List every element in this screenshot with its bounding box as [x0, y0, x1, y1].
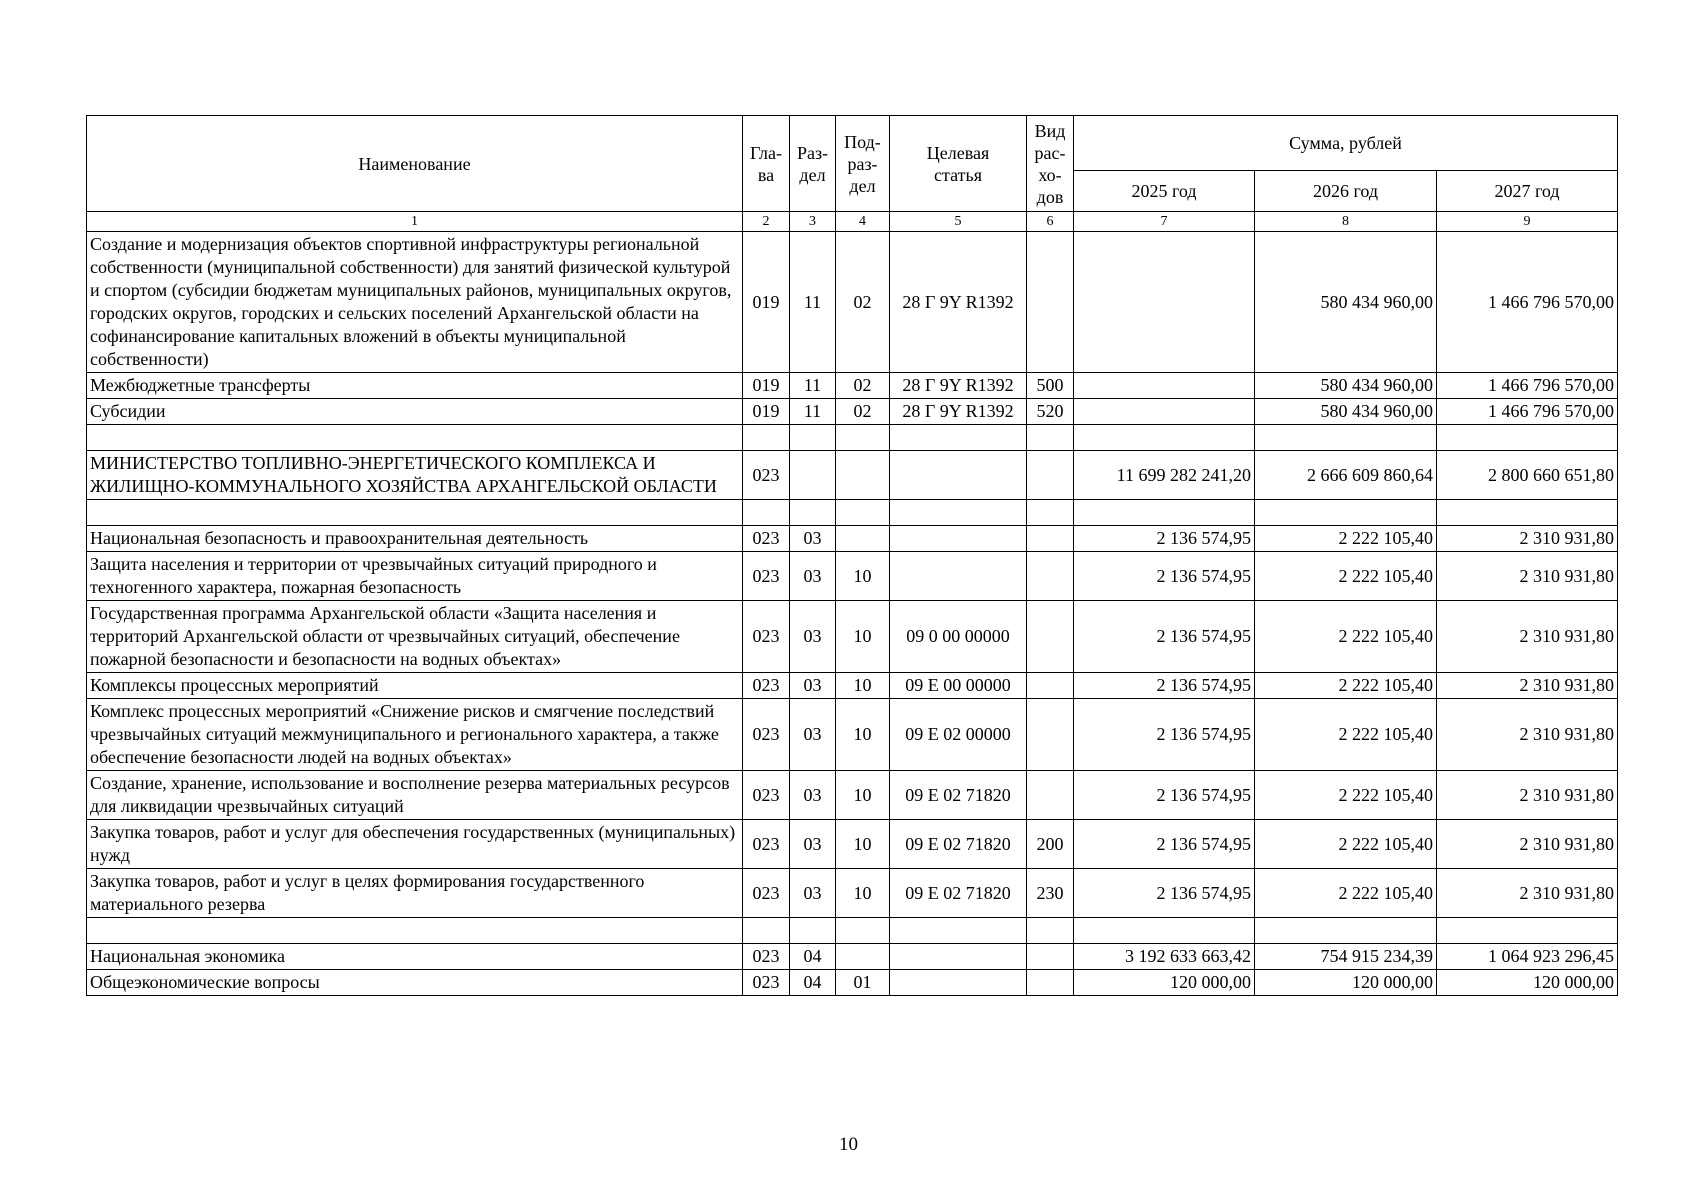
row-sum-2027-cell: 2 310 931,80 — [1437, 771, 1618, 820]
table-body — [87, 232, 1618, 996]
spacer-cell — [87, 425, 743, 451]
row-name-cell: Закупка товаров, работ и услуг в целях формирования государственного материального резерва — [87, 869, 743, 918]
row-name-cell: Комплексы процессных мероприятий — [87, 673, 743, 699]
row-podrazdel-cell: 10 — [836, 601, 890, 673]
row-name-cell: Создание, хранение, использование и восполнение резерва материальных ресурсов для ликвидации чрезвычайных ситуаций — [87, 771, 743, 820]
row-glava-cell: 023 — [743, 552, 790, 601]
row-name-cell: Создание и модернизация объектов спортивной инфраструктуры региональной собственности (муниципальной собственности) для занятий физической культурой и спортом (субсидии бюджетам муниципальных районов, муниципальных округов, городских округов, городских и сельских поселений Архангельской области на софинансирование капитальных вложений в объекты муниципальной собственности) — [87, 232, 743, 373]
page-number: 10 — [839, 1134, 858, 1155]
row-podrazdel-cell: 10 — [836, 699, 890, 771]
row-sum-2026-cell: 2 222 105,40 — [1255, 699, 1437, 771]
table-row — [87, 699, 1618, 771]
row-target-cell: 09 Е 02 00000 — [890, 699, 1027, 771]
row-sum-2025-cell: 2 136 574,95 — [1074, 771, 1255, 820]
row-sum-2027-cell: 2 310 931,80 — [1437, 869, 1618, 918]
spacer-cell — [1255, 425, 1437, 451]
spacer-cell — [1437, 500, 1618, 526]
row-sum-2026-cell: 2 222 105,40 — [1255, 601, 1437, 673]
table-row — [87, 451, 1618, 500]
row-sum-2026-cell: 580 434 960,00 — [1255, 399, 1437, 425]
row-glava-cell: 023 — [743, 673, 790, 699]
spacer-cell — [1437, 918, 1618, 944]
column-number: 4 — [836, 212, 890, 232]
row-razdel-cell: 11 — [790, 399, 836, 425]
row-target-cell: 09 Е 02 71820 — [890, 820, 1027, 869]
row-sum-2027-cell: 2 310 931,80 — [1437, 552, 1618, 601]
row-razdel-cell — [790, 451, 836, 500]
row-target-cell: 28 Г 9Y R1392 — [890, 373, 1027, 399]
row-sum-2025-cell: 2 136 574,95 — [1074, 673, 1255, 699]
header-podrazdel-label: Под- раз- дел — [844, 131, 881, 196]
row-vid-cell — [1027, 232, 1074, 373]
table-row — [87, 820, 1618, 869]
row-sum-2026-cell: 2 666 609 860,64 — [1255, 451, 1437, 500]
row-target-cell — [890, 552, 1027, 601]
row-sum-2026-cell: 2 222 105,40 — [1255, 869, 1437, 918]
row-sum-2025-cell: 2 136 574,95 — [1074, 699, 1255, 771]
row-razdel-cell: 03 — [790, 526, 836, 552]
row-vid-cell: 200 — [1027, 820, 1074, 869]
row-target-cell — [890, 944, 1027, 970]
header-podrazdel — [836, 116, 890, 212]
row-name-cell: Комплекс процессных мероприятий «Снижение рисков и смягчение последствий чрезвычайных ситуаций межмуниципального и регионального характера, а также обеспечение безопасности людей на водных объектах» — [87, 699, 743, 771]
row-razdel-cell: 03 — [790, 601, 836, 673]
row-glava-cell: 019 — [743, 373, 790, 399]
row-name-cell: Закупка товаров, работ и услуг для обеспечения государственных (муниципальных) нужд — [87, 820, 743, 869]
row-razdel-cell: 03 — [790, 771, 836, 820]
header-glava — [743, 116, 790, 212]
header-razdel — [790, 116, 836, 212]
row-vid-cell — [1027, 601, 1074, 673]
row-sum-2027-cell: 1 466 796 570,00 — [1437, 373, 1618, 399]
row-podrazdel-cell: 10 — [836, 552, 890, 601]
row-podrazdel-cell: 10 — [836, 820, 890, 869]
spacer-cell — [743, 918, 790, 944]
spacer-cell — [1074, 918, 1255, 944]
spacer-cell — [836, 918, 890, 944]
table-row — [87, 771, 1618, 820]
column-number-row — [87, 212, 1618, 232]
row-target-cell: 28 Г 9Y R1392 — [890, 232, 1027, 373]
row-glava-cell: 023 — [743, 944, 790, 970]
table-row — [87, 399, 1618, 425]
row-razdel-cell: 03 — [790, 552, 836, 601]
row-name-cell: Национальная безопасность и правоохранительная деятельность — [87, 526, 743, 552]
row-podrazdel-cell: 01 — [836, 970, 890, 996]
spacer-cell — [87, 918, 743, 944]
row-vid-cell — [1027, 526, 1074, 552]
spacer-cell — [836, 425, 890, 451]
row-podrazdel-cell: 10 — [836, 771, 890, 820]
header-razdel-label: Раз- дел — [796, 142, 829, 185]
row-sum-2026-cell: 2 222 105,40 — [1255, 526, 1437, 552]
row-sum-2026-cell: 754 915 234,39 — [1255, 944, 1437, 970]
row-razdel-cell: 03 — [790, 673, 836, 699]
row-name-cell: Национальная экономика — [87, 944, 743, 970]
spacer-cell — [1255, 918, 1437, 944]
row-vid-cell — [1027, 699, 1074, 771]
row-vid-cell — [1027, 673, 1074, 699]
row-sum-2027-cell: 2 310 931,80 — [1437, 820, 1618, 869]
row-sum-2025-cell: 2 136 574,95 — [1074, 526, 1255, 552]
row-name-cell: Общеэкономические вопросы — [87, 970, 743, 996]
spacer-cell — [743, 425, 790, 451]
row-sum-2025-cell — [1074, 373, 1255, 399]
row-sum-2025-cell: 2 136 574,95 — [1074, 601, 1255, 673]
row-vid-cell — [1027, 944, 1074, 970]
table-row — [87, 601, 1618, 673]
header-target-label: Целевая статья — [926, 142, 990, 185]
row-vid-cell: 500 — [1027, 373, 1074, 399]
row-name-cell: Субсидии — [87, 399, 743, 425]
row-razdel-cell: 03 — [790, 820, 836, 869]
spacer-cell — [743, 500, 790, 526]
row-sum-2026-cell: 2 222 105,40 — [1255, 552, 1437, 601]
row-vid-cell: 520 — [1027, 399, 1074, 425]
spacer-row — [87, 918, 1618, 944]
spacer-cell — [1074, 425, 1255, 451]
row-sum-2025-cell: 120 000,00 — [1074, 970, 1255, 996]
row-sum-2025-cell — [1074, 399, 1255, 425]
row-sum-2027-cell: 1 466 796 570,00 — [1437, 232, 1618, 373]
row-sum-2025-cell: 11 699 282 241,20 — [1074, 451, 1255, 500]
row-sum-2027-cell: 2 310 931,80 — [1437, 673, 1618, 699]
row-razdel-cell: 04 — [790, 944, 836, 970]
spacer-cell — [1027, 918, 1074, 944]
row-podrazdel-cell: 10 — [836, 869, 890, 918]
header-year-2027: 2027 год — [1437, 171, 1618, 212]
spacer-cell — [836, 500, 890, 526]
row-target-cell: 28 Г 9Y R1392 — [890, 399, 1027, 425]
header-glava-label: Гла- ва — [749, 142, 783, 185]
row-glava-cell: 023 — [743, 970, 790, 996]
header-vid-label: Вид рас- хо- дов — [1034, 120, 1066, 207]
row-sum-2027-cell: 2 310 931,80 — [1437, 526, 1618, 552]
row-glava-cell: 019 — [743, 232, 790, 373]
row-sum-2027-cell: 2 800 660 651,80 — [1437, 451, 1618, 500]
spacer-cell — [890, 425, 1027, 451]
row-razdel-cell: 11 — [790, 373, 836, 399]
column-number: 5 — [890, 212, 1027, 232]
header-sum: Сумма, рублей — [1074, 116, 1618, 171]
table-row — [87, 944, 1618, 970]
row-glava-cell: 023 — [743, 820, 790, 869]
spacer-cell — [1074, 500, 1255, 526]
row-razdel-cell: 11 — [790, 232, 836, 373]
row-sum-2026-cell: 2 222 105,40 — [1255, 820, 1437, 869]
table-row — [87, 970, 1618, 996]
row-target-cell: 09 Е 00 00000 — [890, 673, 1027, 699]
budget-table — [86, 115, 1618, 996]
row-glava-cell: 023 — [743, 451, 790, 500]
row-sum-2025-cell: 2 136 574,95 — [1074, 552, 1255, 601]
row-razdel-cell: 03 — [790, 699, 836, 771]
row-vid-cell — [1027, 771, 1074, 820]
row-sum-2027-cell: 2 310 931,80 — [1437, 699, 1618, 771]
row-sum-2025-cell: 2 136 574,95 — [1074, 869, 1255, 918]
row-sum-2025-cell — [1074, 232, 1255, 373]
column-number: 7 — [1074, 212, 1255, 232]
row-podrazdel-cell — [836, 526, 890, 552]
row-glava-cell: 023 — [743, 869, 790, 918]
row-sum-2025-cell: 2 136 574,95 — [1074, 820, 1255, 869]
row-sum-2026-cell: 2 222 105,40 — [1255, 771, 1437, 820]
column-number: 1 — [87, 212, 743, 232]
row-razdel-cell: 04 — [790, 970, 836, 996]
column-number: 6 — [1027, 212, 1074, 232]
spacer-cell — [890, 918, 1027, 944]
row-vid-cell — [1027, 970, 1074, 996]
row-podrazdel-cell: 10 — [836, 673, 890, 699]
row-podrazdel-cell: 02 — [836, 373, 890, 399]
row-podrazdel-cell — [836, 451, 890, 500]
row-name-cell: МИНИСТЕРСТВО ТОПЛИВНО-ЭНЕРГЕТИЧЕСКОГО КОМПЛЕКСА И ЖИЛИЩНО-КОММУНАЛЬНОГО ХОЗЯЙСТВА АРХАНГЕЛЬСКОЙ ОБЛАСТИ — [87, 451, 743, 500]
row-vid-cell — [1027, 552, 1074, 601]
table-row — [87, 526, 1618, 552]
spacer-cell — [1437, 425, 1618, 451]
spacer-row — [87, 425, 1618, 451]
table-row — [87, 232, 1618, 373]
row-vid-cell — [1027, 451, 1074, 500]
row-sum-2026-cell: 580 434 960,00 — [1255, 373, 1437, 399]
row-glava-cell: 023 — [743, 699, 790, 771]
row-target-cell: 09 0 00 00000 — [890, 601, 1027, 673]
spacer-cell — [890, 500, 1027, 526]
spacer-cell — [1027, 425, 1074, 451]
row-name-cell: Межбюджетные трансферты — [87, 373, 743, 399]
header-target — [890, 116, 1027, 212]
row-podrazdel-cell: 02 — [836, 232, 890, 373]
header-year-2026: 2026 год — [1255, 171, 1437, 212]
row-sum-2027-cell: 120 000,00 — [1437, 970, 1618, 996]
spacer-row — [87, 500, 1618, 526]
row-target-cell — [890, 970, 1027, 996]
row-glava-cell: 019 — [743, 399, 790, 425]
row-podrazdel-cell: 02 — [836, 399, 890, 425]
column-number: 2 — [743, 212, 790, 232]
row-podrazdel-cell — [836, 944, 890, 970]
row-vid-cell: 230 — [1027, 869, 1074, 918]
spacer-cell — [790, 425, 836, 451]
column-number: 8 — [1255, 212, 1437, 232]
row-name-cell: Государственная программа Архангельской области «Защита населения и территорий Архангельской области от чрезвычайных ситуаций, обеспечение пожарной безопасности и безопасности на водных объектах» — [87, 601, 743, 673]
row-glava-cell: 023 — [743, 526, 790, 552]
row-target-cell: 09 Е 02 71820 — [890, 771, 1027, 820]
row-sum-2027-cell: 1 466 796 570,00 — [1437, 399, 1618, 425]
spacer-cell — [87, 500, 743, 526]
row-sum-2027-cell: 2 310 931,80 — [1437, 601, 1618, 673]
spacer-cell — [1255, 500, 1437, 526]
table-row — [87, 373, 1618, 399]
header-vid — [1027, 116, 1074, 212]
row-sum-2026-cell: 580 434 960,00 — [1255, 232, 1437, 373]
table-row — [87, 552, 1618, 601]
spacer-cell — [790, 500, 836, 526]
row-razdel-cell: 03 — [790, 869, 836, 918]
column-number: 3 — [790, 212, 836, 232]
table-row — [87, 869, 1618, 918]
table-row — [87, 673, 1618, 699]
column-number: 9 — [1437, 212, 1618, 232]
spacer-cell — [790, 918, 836, 944]
row-glava-cell: 023 — [743, 601, 790, 673]
row-sum-2026-cell: 120 000,00 — [1255, 970, 1437, 996]
row-sum-2027-cell: 1 064 923 296,45 — [1437, 944, 1618, 970]
row-sum-2025-cell: 3 192 633 663,42 — [1074, 944, 1255, 970]
row-name-cell: Защита населения и территории от чрезвычайных ситуаций природного и техногенного характера, пожарная безопасность — [87, 552, 743, 601]
spacer-cell — [1027, 500, 1074, 526]
row-sum-2026-cell: 2 222 105,40 — [1255, 673, 1437, 699]
row-glava-cell: 023 — [743, 771, 790, 820]
header-year-2025: 2025 год — [1074, 171, 1255, 212]
row-target-cell — [890, 526, 1027, 552]
row-target-cell — [890, 451, 1027, 500]
header-name: Наименование — [87, 116, 743, 212]
row-target-cell: 09 Е 02 71820 — [890, 869, 1027, 918]
